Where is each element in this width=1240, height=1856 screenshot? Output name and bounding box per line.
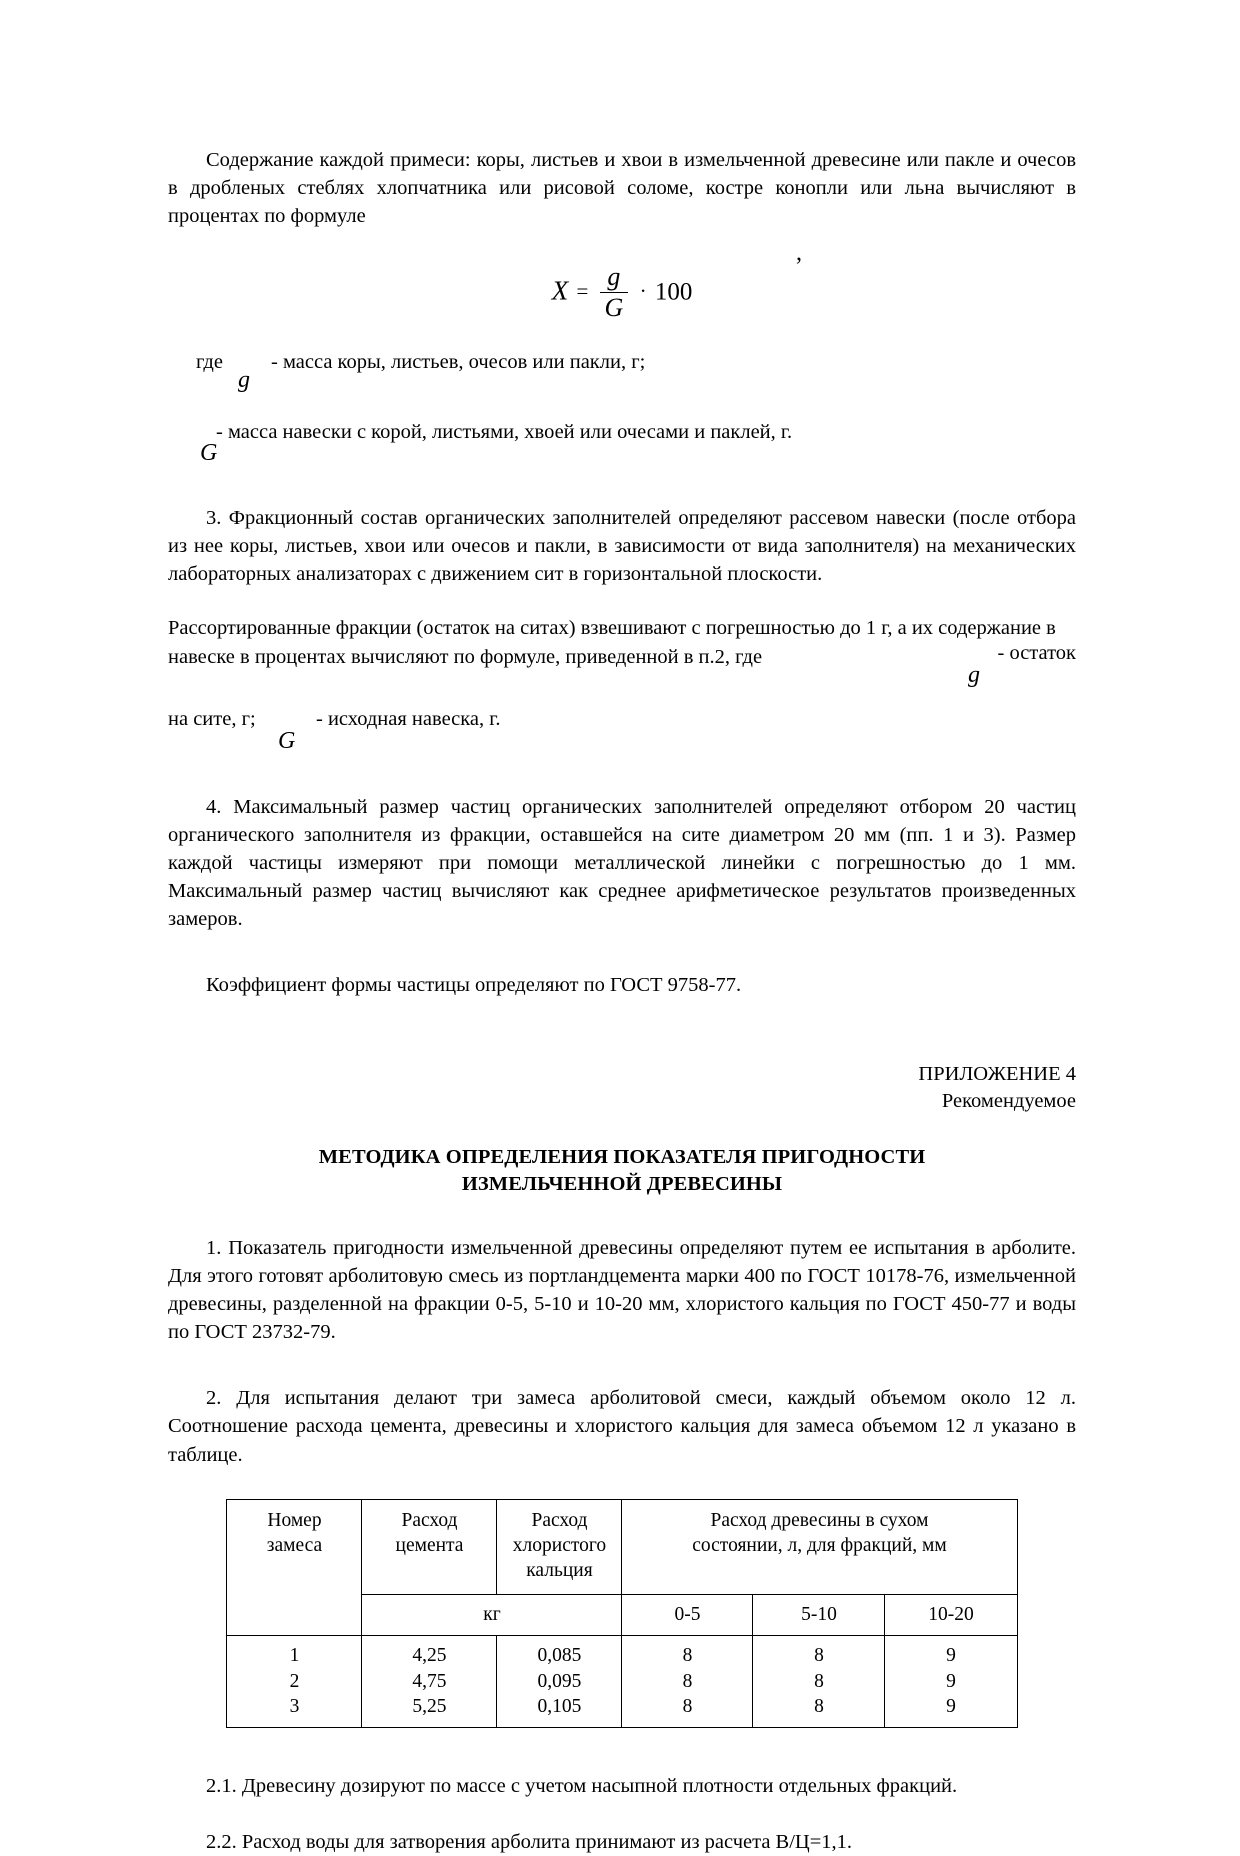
- header-cement-consumption: [362, 1499, 497, 1594]
- definition-G-text: - масса навески с корой, листьями, хвоей или очесами и паклей, г.: [216, 421, 793, 444]
- cell-calcium-values: [497, 1636, 622, 1728]
- paragraph-fractions-main: Рассортированные фракции (остаток на ситах) взвешивают с погрешностью до 1 г, а их содержание в навеске в процентах вычисляют по формуле, приведенной в п.2, где: [168, 617, 1056, 668]
- table-header-row-1: [227, 1499, 1017, 1594]
- cell-batch-number-2: 2: [289, 1670, 300, 1692]
- cell-cement-3: 5,25: [412, 1696, 447, 1718]
- header-batch-number-line-2: замеса: [266, 1534, 323, 1556]
- page-title-line-1: МЕТОДИКА ОПРЕДЕЛЕНИЯ ПОКАЗАТЕЛЯ ПРИГОДНОСТИ: [318, 1145, 926, 1168]
- header-cement-line-1: Расход: [401, 1509, 458, 1531]
- fractions-sieve-text: на сите, г;: [168, 707, 256, 730]
- page-content: [168, 146, 1076, 1856]
- paragraph-item-3: 3. Фракционный состав органических заполнителей определяют рассевом навески (после отбора из нее коры, листьев, хвои или очесов и пакли, в зависимости от вида заполнителя) на механических лабораторных анализаторах с движением сит в горизонтальной плоскости.: [168, 507, 1076, 586]
- header-wood-line-2: состоянии, л, для фракций, мм: [692, 1534, 947, 1556]
- paragraph-item-1: 1. Показатель пригодности измельченной древесины определяют путем ее испытания в арболите. Для этого готовят арболитовую смесь из портландцемента марки 400 по ГОСТ 10178-76, измельченной древесины, разделенной на фракции 0-5, 5-10 и 10-20 мм, хлористого кальция по ГОСТ 450-77 и воды по ГОСТ 23732-79.: [168, 1237, 1076, 1344]
- formula-denominator: G: [604, 293, 624, 323]
- formula-lhs: X: [551, 275, 569, 306]
- variable-G-glyph: G: [200, 440, 218, 467]
- cell-cement-2: 4,75: [412, 1670, 447, 1692]
- cell-f0-5-3: 8: [682, 1696, 693, 1718]
- definition-G: [168, 418, 1076, 478]
- formula-equals-sign: =: [576, 278, 589, 303]
- formula-x-equals-g-over-g-times-100: [168, 264, 1076, 323]
- definition-g-text: - масса коры, листьев, очесов или пакли, г;: [271, 351, 646, 374]
- header-calcium-line-1: Расход: [531, 1509, 588, 1531]
- paragraph-intro: Содержание каждой примеси: коры, листьев и хвои в измельченной древесине или пакле и очесов в дробленых стеблях хлопчатника или рисовой соломе, костре конопли или льна вычисляют в процентах по формуле: [168, 149, 1076, 228]
- cell-cement-1: 4,25: [412, 1645, 447, 1667]
- cell-f10-20-2: 9: [946, 1670, 956, 1692]
- header-calcium-chloride-consumption: [497, 1499, 622, 1594]
- appendix-number: ПРИЛОЖЕНИЕ 4: [918, 1063, 1076, 1086]
- cell-fraction-5-10-values: [753, 1636, 885, 1728]
- header-fraction-5-10: 5-10: [753, 1594, 885, 1635]
- paragraph-shape-coefficient: Коэффициент формы частицы определяют по ГОСТ 9758-77.: [206, 974, 742, 997]
- definition-g: [168, 348, 1076, 406]
- cell-batch-number-3: 3: [289, 1696, 300, 1718]
- header-fraction-0-5: 0-5: [622, 1594, 753, 1635]
- formula-factor: 100: [654, 278, 693, 306]
- table-footnotes: [168, 1772, 1076, 1856]
- formula-multiplication-dot: ·: [639, 278, 647, 303]
- table-row: [227, 1636, 1017, 1728]
- variable-G-glyph-2: G: [278, 727, 296, 754]
- cell-f5-10-3: 8: [814, 1696, 824, 1718]
- header-wood-consumption: [622, 1499, 1017, 1594]
- cell-f10-20-1: 9: [946, 1645, 956, 1667]
- appendix-status: Рекомендуемое: [941, 1090, 1076, 1113]
- variable-g-glyph: g: [238, 367, 250, 394]
- cell-fraction-0-5-values: [622, 1636, 753, 1728]
- paragraph-item-2-2: 2.2. Расход воды для затворения арболита принимают из расчета В/Ц=1,1.: [206, 1831, 853, 1854]
- mix-proportions-table-wrapper: [168, 1499, 1076, 1729]
- paragraph-item-2-1: 2.1. Древесину дозируют по массе с учетом насыпной плотности отдельных фракций.: [206, 1775, 958, 1798]
- mix-proportions-table: [226, 1499, 1017, 1729]
- paragraph-item-4: 4. Максимальный размер частиц органических заполнителей определяют отбором 20 частиц органического заполнителя из фракции, оставшейся на сите диаметром 20 мм (пп. 1 и 3). Размер каждой частицы измеряют при помощи металлической линейки с погрешностью до 1 мм. Максимальный размер частиц вычисляют как среднее арифметическое результатов произведенных замеров.: [168, 795, 1076, 930]
- cell-fraction-10-20-values: [885, 1636, 1017, 1728]
- paragraph-item-2: 2. Для испытания делают три замеса арболитовой смеси, каждый объемом около 12 л. Соотношение расхода цемента, древесины и хлористого кальция для замеса объемом 12 л указано в таблице.: [168, 1387, 1076, 1466]
- appendix-header: [168, 1061, 1076, 1116]
- formula-block: [168, 240, 1076, 348]
- header-calcium-line-3: кальция: [526, 1560, 593, 1582]
- cell-cement-values: [362, 1636, 497, 1728]
- cell-f10-20-3: 9: [946, 1696, 956, 1718]
- header-batch-number-line-1: Номер: [267, 1509, 322, 1531]
- cell-batch-numbers: [227, 1636, 362, 1728]
- where-label: где: [196, 351, 223, 374]
- cell-calcium-1: 0,085: [537, 1645, 582, 1667]
- header-fraction-10-20: 10-20: [885, 1594, 1017, 1635]
- formula-fraction: [600, 263, 629, 322]
- cell-f0-5-2: 8: [682, 1670, 693, 1692]
- header-calcium-line-2: хлористого: [512, 1534, 607, 1556]
- paragraph-fractions: [168, 614, 1076, 689]
- cell-f5-10-1: 8: [814, 1645, 824, 1667]
- header-cement-line-2: цемента: [395, 1534, 464, 1556]
- header-wood-line-1: Расход древесины в сухом: [710, 1509, 929, 1531]
- formula-trailing-comma: ,: [796, 240, 802, 267]
- cell-calcium-2: 0,095: [537, 1670, 582, 1692]
- cell-f5-10-2: 8: [814, 1670, 824, 1692]
- header-unit-kg: кг: [362, 1594, 622, 1635]
- cell-batch-number-1: 1: [289, 1645, 300, 1667]
- fractions-sieve-tail: - исходная навеска, г.: [316, 707, 501, 730]
- formula-numerator: g: [607, 262, 621, 292]
- cell-f0-5-1: 8: [682, 1645, 693, 1667]
- cell-calcium-3: 0,105: [537, 1696, 582, 1718]
- definition-G-sieve: [168, 705, 1076, 767]
- page-title-line-2: ИЗМЕЛЬЧЕННОЙ ДРЕВЕСИНЫ: [461, 1172, 783, 1195]
- page-title: [168, 1144, 1076, 1199]
- variable-g-glyph-2: g: [968, 662, 980, 689]
- fractions-tail-g: - остаток: [997, 642, 1076, 665]
- header-batch-number: [227, 1499, 362, 1635]
